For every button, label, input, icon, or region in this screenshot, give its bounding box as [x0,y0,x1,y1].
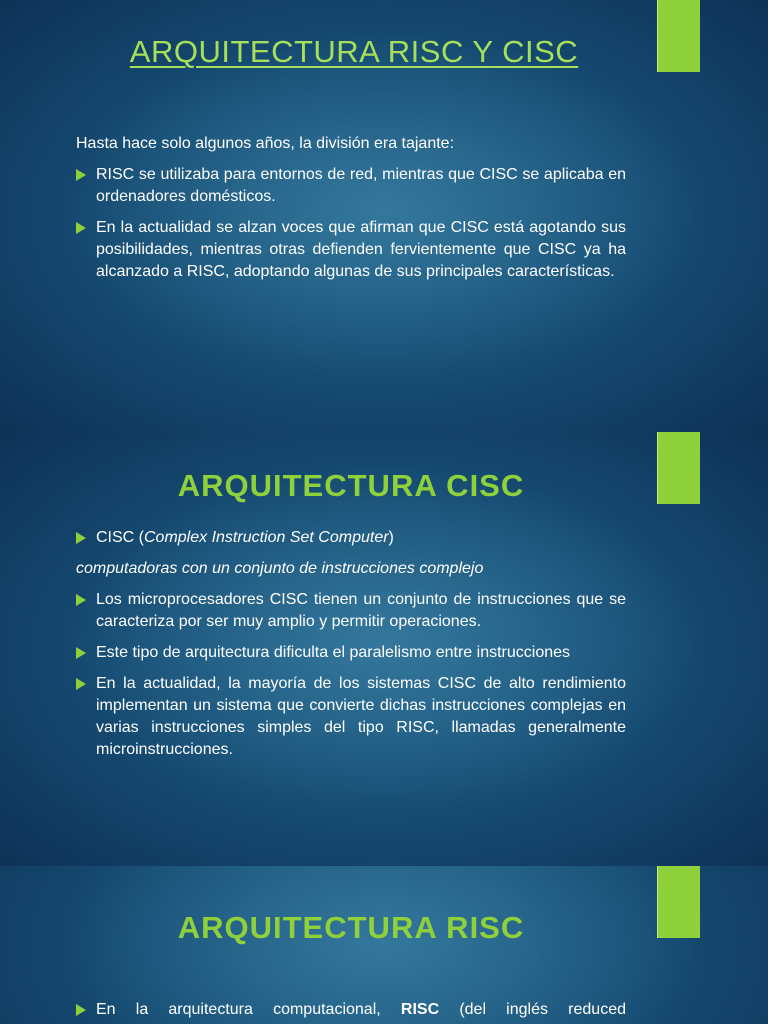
bullet-text-suffix: ) [388,529,394,546]
slide-title: ARQUITECTURA RISC Y CISC [129,34,579,69]
list-item [76,217,626,283]
bullet-text: RISC se utilizaba para entornos de red, mientras que CISC se aplicaba en ordenadores domésticos. [96,166,626,205]
list-item [76,999,626,1021]
intro-text: Hasta hace solo algunos años, la división era tajante: [76,135,455,152]
bullet-arrow-icon [76,678,86,690]
list-item [76,589,626,633]
slide-content [76,999,626,1024]
subtitle-text: computadoras con un conjunto de instrucciones complejo [76,560,484,577]
bullet-text: En la actualidad, la mayoría de los sistemas CISC de alto rendimiento implementan un sistema que convierte dichas instrucciones complejas en varias instrucciones simples del tipo RISC, llamadas generalmente microinstrucciones. [96,675,626,758]
bullet-text-italic: Complex Instruction Set Computer [144,529,389,546]
slide-title: ARQUITECTURA RISC [177,910,525,945]
bullet-text-prefix: CISC ( [96,529,144,546]
bullet-text: En la actualidad se alzan voces que afirman que CISC está agotando sus posibilidades, mientras otras defienden fervientemente que CISC ya ha alcanzado a RISC, adoptando algunas de sus principales características. [96,219,626,280]
bullet-arrow-icon [76,594,86,606]
bullet-arrow-icon [76,169,86,181]
slide-content [76,133,626,292]
slide-risc [0,866,768,1024]
list-item [76,642,626,664]
bullet-arrow-icon [76,1004,86,1016]
bullet-arrow-icon [76,647,86,659]
list-item [76,164,626,208]
bullet-text: Los microprocesadores CISC tienen un conjunto de instrucciones que se caracteriza por ser muy amplio y permitir operaciones. [96,591,626,630]
slide-content [76,527,626,770]
bullet-arrow-icon [76,222,86,234]
bullet-text-suffix: (del inglés reduced [439,1001,626,1018]
bullet-arrow-icon [76,532,86,544]
bullet-text-prefix: En la arquitectura computacional, [96,1001,401,1018]
list-item [76,527,626,549]
slide-risc-y-cisc [0,0,768,432]
slide-cisc [0,432,768,866]
slide-title: ARQUITECTURA CISC [177,468,525,503]
bullet-text-bold: RISC [400,1001,440,1018]
bullet-text: Este tipo de arquitectura dificulta el paralelismo entre instrucciones [96,644,571,661]
list-item [76,673,626,761]
